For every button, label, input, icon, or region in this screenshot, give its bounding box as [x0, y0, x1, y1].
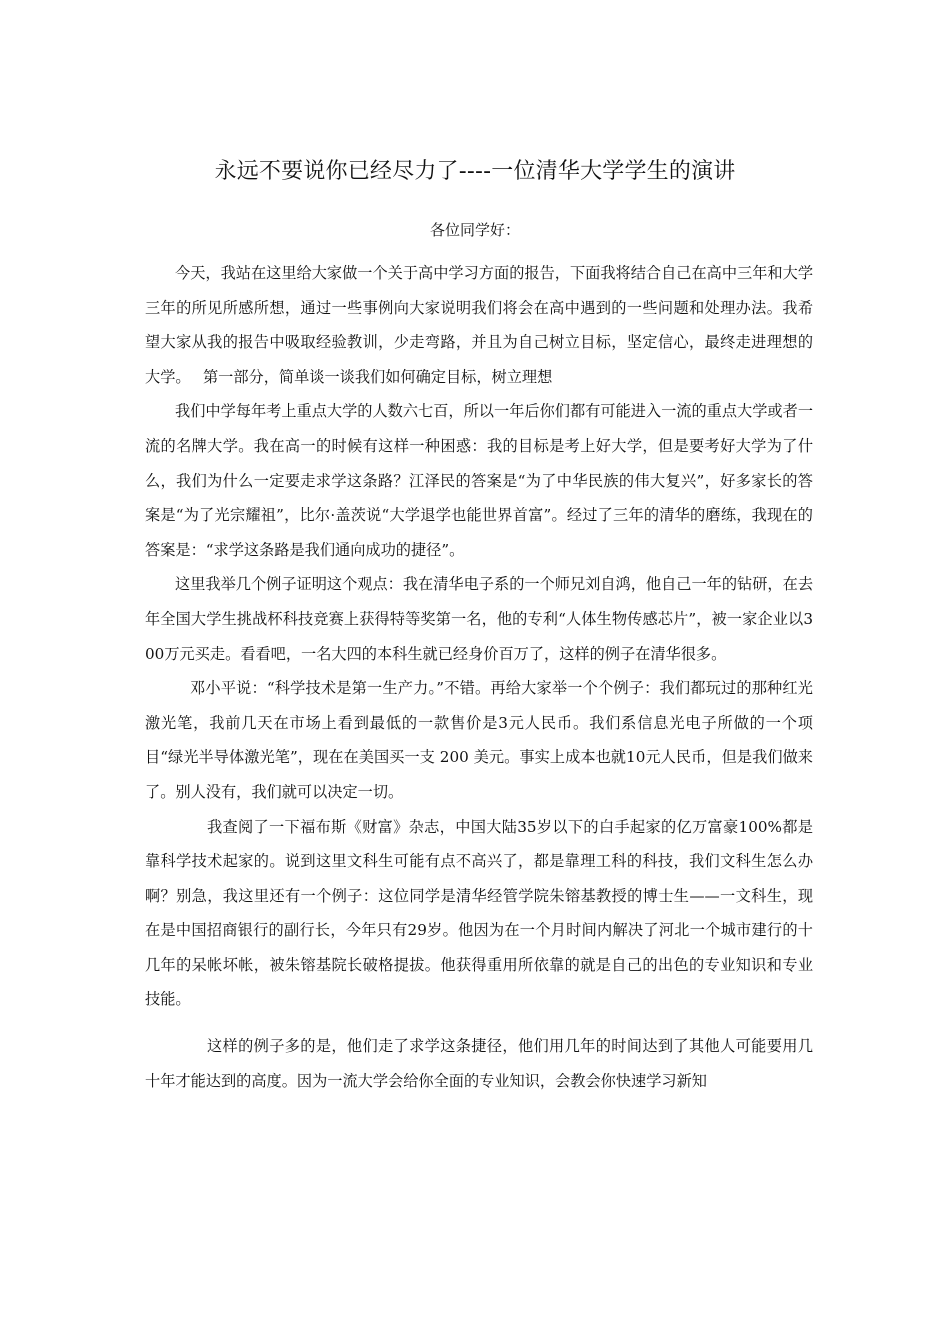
document-title: 永远不要说你已经尽力了----一位清华大学学生的演讲 [214, 159, 736, 184]
document-body [145, 256, 813, 1098]
paragraph-goal: 我们中学每年考上重点大学的人数六七百，所以一年后你们都有可能进入一流的重点大学或者一流的名牌大学。我在高一的时候有这样一种困惑：我的目标是考上好大学，但是要考好大学为了什么，我们为什么一定要走求学这条路？江泽民的答案是“为了中华民族的伟大复兴”，好多家长的答案是“为了光宗耀祖”，比尔·盖茨说“大学退学也能世界首富”。经过了三年的清华的磨练，我现在的答案是：“求学这条路是我们通向成功的捷径”。 [145, 402, 813, 559]
greeting-line: 各位同学好： [429, 221, 520, 239]
paragraph-example-liu: 这里我举几个例子证明这个观点：我在清华电子系的一个师兄刘自鸿，他自己一年的钻研，在去年全国大学生挑战杯科技竞赛上获得特等奖第一名，他的专利“人体生物传感芯片”，被一家企业以300万元买走。看看吧，一名大四的本科生就已经身价百万了，这样的例子在清华很多。 [145, 575, 813, 663]
paragraph-shortcut: 这样的例子多的是，他们走了求学这条捷径，他们用几年的时间达到了其他人可能要用几十年才能达到的高度。因为一流大学会给你全面的专业知识，会教会你快速学习新知 [145, 1037, 813, 1090]
paragraph-deng-laser: 邓小平说：“科学技术是第一生产力。”不错。再给大家举一个个例子：我们都玩过的那种红光激光笔，我前几天在市场上看到最低的一款售价是3元人民币。我们系信息光电子所做的一个项目“绿光半导体激光笔”，现在在美国买一支 200 美元。事实上成本也就10元人民币，但是我们做来了。别人没有，我们就可以决定一切。 [145, 679, 813, 801]
paragraph-forbes: 我查阅了一下福布斯《财富》杂志，中国大陆35岁以下的白手起家的亿万富豪100%都是靠科学技术起家的。说到这里文科生可能有点不高兴了，都是靠理工科的科技，我们文科生怎么办啊？别急，我这里还有一个例子：这位同学是清华经管学院朱镕基教授的博士生——一文科生，现在是中国招商银行的副行长，今年只有29岁。他因为在一个月时间内解决了河北一个城市建行的十几年的呆帐坏帐，被朱镕基院长破格提拔。他获得重用所依靠的就是自己的出色的专业知识和专业技能。 [145, 817, 813, 1009]
paragraph-intro: 今天，我站在这里给大家做一个关于高中学习方面的报告，下面我将结合自己在高中三年和大学三年的所见所感所想，通过一些事例向大家说明我们将会在高中遇到的一些问题和处理办法。我希望大家从我的报告中吸取经验教训，少走弯路，并且为自己树立目标，坚定信心，最终走进理想的大学。 第一部分，简单谈一谈我们如何确定目标，树立理想 [145, 264, 813, 386]
